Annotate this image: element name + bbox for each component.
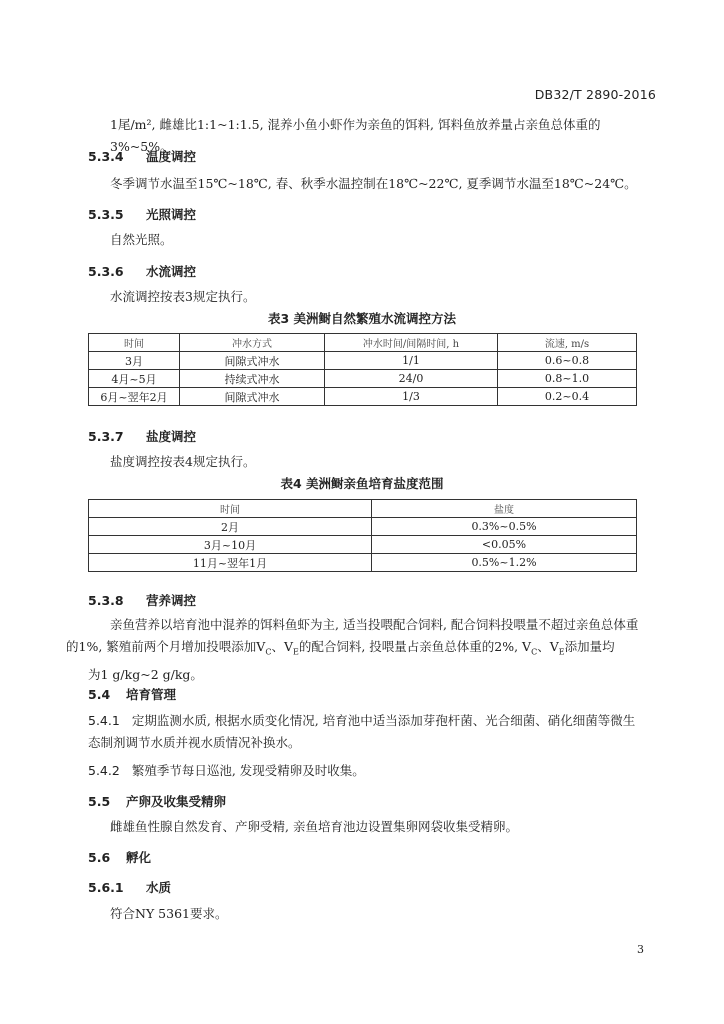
section-title: 水流调控: [146, 264, 197, 279]
table-cell: 3月: [89, 352, 180, 370]
paragraph-light: 自然光照。: [110, 232, 173, 247]
subscript-c: C: [265, 647, 272, 657]
table-cell: 0.5%~1.2%: [372, 554, 637, 572]
table-cell: 11月~翌年1月: [89, 554, 372, 572]
paragraph-5-4-2: [88, 760, 656, 782]
table-cell: 间隙式冲水: [180, 352, 325, 370]
section-number: 5.3.4: [88, 149, 124, 164]
paragraph-5-4-1: [88, 710, 656, 754]
table-header: 冲水方式: [180, 334, 325, 352]
table-row: [89, 518, 637, 536]
page-number: 3: [637, 943, 644, 956]
table-cell: 0.2~0.4: [498, 388, 637, 406]
nutrition-line-2d: 、V: [537, 639, 559, 654]
doc-code: DB32/T 2890-2016: [534, 87, 656, 102]
paragraph-nutrition: [66, 614, 656, 686]
table-cell: 0.3%~0.5%: [372, 518, 637, 536]
section-number: 5.3.5: [88, 207, 124, 222]
table-cell: 0.8~1.0: [498, 370, 637, 388]
paragraph-stocking: 1尾/m², 雌雄比1:1~1:1.5, 混养小鱼小虾作为亲鱼的饵料, 饵料鱼放养量占亲鱼总体重的3%~5%。: [110, 117, 601, 154]
table-cell: 6月~翌年2月: [89, 388, 180, 406]
section-title: 营养调控: [146, 593, 197, 608]
table-header: 时间: [89, 334, 180, 352]
section-title: 光照调控: [146, 207, 197, 222]
text: 繁殖季节每日巡池, 发现受精卵及时收集。: [131, 763, 365, 778]
table-header-row: [89, 500, 637, 518]
table-cell: 0.6~0.8: [498, 352, 637, 370]
section-number: 5.4.1: [88, 713, 120, 728]
table-header: 冲水时间/间隔时间, h: [325, 334, 498, 352]
table3: [88, 333, 637, 406]
nutrition-line-2c: 的配合饲料, 投喂量占亲鱼总体重的2%, V: [298, 639, 532, 654]
section-number: 5.3.6: [88, 264, 124, 279]
heading-5-3-4: [88, 147, 196, 165]
section-number: 5.3.7: [88, 429, 124, 444]
table-cell: <0.05%: [372, 536, 637, 554]
table-row: [89, 352, 637, 370]
subscript-e: E: [558, 647, 565, 657]
line-1: 定期监测水质, 根据水质变化情况, 培育池中适当添加芽孢杆菌、光合细菌、硝化细菌等微生: [131, 713, 636, 728]
subscript-c: C: [531, 647, 538, 657]
section-number: 5.4: [88, 687, 111, 702]
section-number: 5.5: [88, 794, 111, 809]
heading-5-3-8: [88, 591, 196, 609]
table-header: 时间: [89, 500, 372, 518]
table-row: [89, 370, 637, 388]
nutrition-line-2e: 添加量均: [564, 639, 615, 654]
table-cell: 2月: [89, 518, 372, 536]
table-cell: 1/1: [325, 352, 498, 370]
paragraph-salinity: 盐度调控按表4规定执行。: [110, 454, 256, 469]
table-cell: 1/3: [325, 388, 498, 406]
heading-5-4: [88, 685, 176, 703]
section-title: 盐度调控: [146, 429, 197, 444]
heading-5-3-6: [88, 262, 196, 280]
heading-5-6-1: [88, 878, 171, 896]
heading-5-6: [88, 848, 151, 866]
line-2: 态制剂调节水质并视水质情况补换水。: [88, 735, 301, 750]
paragraph-temperature: 冬季调节水温至15℃~18℃, 春、秋季水温控制在18℃~22℃, 夏季调节水温至18℃~24℃。: [110, 176, 637, 191]
section-title: 孵化: [126, 850, 152, 865]
heading-5-3-5: [88, 205, 196, 223]
table4: [88, 499, 637, 572]
table-cell: 24/0: [325, 370, 498, 388]
section-number: 5.3.8: [88, 593, 124, 608]
section-number: 5.6.1: [88, 880, 124, 895]
section-title: 产卵及收集受精卵: [126, 794, 227, 809]
heading-5-5: [88, 792, 226, 810]
table-cell: 4月~5月: [89, 370, 180, 388]
table-row: [89, 536, 637, 554]
table-cell: 3月~10月: [89, 536, 372, 554]
table-cell: 间隙式冲水: [180, 388, 325, 406]
nutrition-line-1: 亲鱼营养以培育池中混养的饵料鱼虾为主, 适当投喂配合饲料, 配合饲料投喂量不超过亲鱼总体重: [110, 617, 639, 632]
table-header: 盐度: [372, 500, 637, 518]
table-header: 流速, m/s: [498, 334, 637, 352]
section-number: 5.4.2: [88, 763, 120, 778]
table3-caption: 表3 美洲鲥自然繁殖水流调控方法: [267, 311, 457, 326]
nutrition-line-3: 为1 g/kg~2 g/kg。: [88, 666, 203, 682]
heading-5-3-7: [88, 427, 196, 445]
table-row: [89, 388, 637, 406]
nutrition-line-2b: 、V: [271, 639, 293, 654]
table-header-row: [89, 334, 637, 352]
section-title: 水质: [146, 880, 172, 895]
paragraph-spawning: 雌雄鱼性腺自然发育、产卵受精, 亲鱼培育池边设置集卵网袋收集受精卵。: [110, 819, 518, 834]
section-number: 5.6: [88, 850, 111, 865]
nutrition-line-2a: 的1%, 繁殖前两个月增加投喂添加V: [66, 639, 266, 654]
section-title: 培育管理: [126, 687, 177, 702]
paragraph-water-flow: 水流调控按表3规定执行。: [110, 289, 256, 304]
table-cell: 持续式冲水: [180, 370, 325, 388]
table4-caption: 表4 美洲鲥亲鱼培育盐度范围: [280, 476, 444, 491]
table-row: [89, 554, 637, 572]
paragraph-water-quality: 符合NY 5361要求。: [110, 906, 228, 921]
subscript-e: E: [292, 647, 299, 657]
section-title: 温度调控: [146, 149, 197, 164]
